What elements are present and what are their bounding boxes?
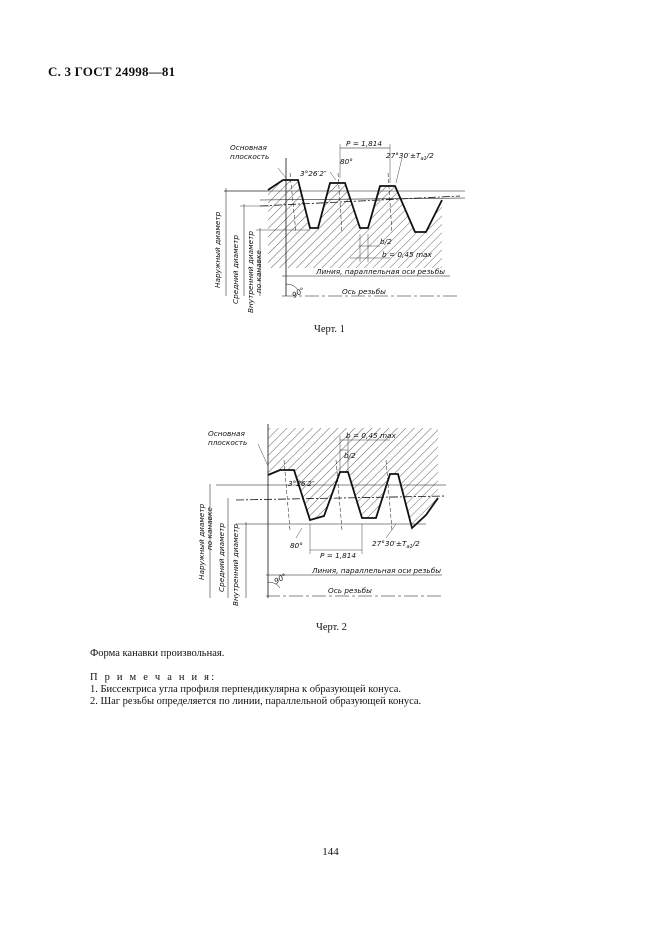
fig2-mean-diameter-label: Средний диаметр bbox=[217, 523, 226, 592]
fig2-b-half-label: b/2 bbox=[344, 451, 356, 460]
fig1-axis-label: Ось резьбы bbox=[342, 287, 386, 296]
fig1-profile-angle-label: 80° bbox=[340, 157, 353, 166]
fig2-half-angle-label: $27^\circ 30'\pm T_{a1}/2$ bbox=[372, 539, 420, 550]
fig2-inner-diameter-label: Внутренний диаметр bbox=[231, 524, 240, 606]
fig2-outer-diameter-label-1: Наружный диаметр bbox=[197, 503, 206, 580]
fig2-base-plane-label-2: плоскость bbox=[208, 438, 248, 447]
fig1-inner-diameter-label-2: по канавке bbox=[254, 250, 263, 293]
notes-title: П р и м е ч а н и я: bbox=[90, 672, 217, 683]
fig1-angle-90-label: 90° bbox=[290, 285, 307, 300]
fig1-half-angle-label: $27^\circ 30'\pm T_{a1}/2$ bbox=[386, 151, 434, 162]
fig1-inner-diameter-label-1: Внутренний диаметр bbox=[246, 231, 255, 313]
fig2-parallel-line-label: Линия, параллельная оси резьбы bbox=[312, 566, 441, 575]
figure-2-drawing bbox=[176, 420, 466, 610]
figure-1 bbox=[190, 128, 490, 323]
fig1-b-value-label: b = 0,45 max bbox=[382, 250, 432, 259]
figure-2-caption: Черт. 2 bbox=[316, 622, 347, 633]
fig2-outer-diameter-label-2: по канавке bbox=[205, 507, 214, 550]
fig1-base-plane-label-1: Основная bbox=[230, 143, 267, 152]
fig1-taper-angle-label: 3°26′2″ bbox=[300, 169, 327, 178]
fig2-base-plane-label-1: Основная bbox=[208, 429, 245, 438]
figure-1-caption: Черт. 1 bbox=[314, 324, 345, 335]
fig1-pitch-label: P = 1,814 bbox=[346, 139, 383, 148]
fig1-base-plane-label-2: плоскость bbox=[230, 152, 270, 161]
thread-body-hatch bbox=[268, 428, 438, 528]
figure-2 bbox=[176, 420, 466, 610]
figure-1-drawing bbox=[190, 128, 490, 323]
fig1-b-half-label: b/2 bbox=[380, 237, 392, 246]
fig2-angle-90-label: 90° bbox=[272, 571, 289, 586]
page-number: 144 bbox=[322, 846, 339, 858]
fig2-axis-label: Ось резьбы bbox=[328, 586, 372, 595]
groove-form-text: Форма канавки произвольная. bbox=[90, 648, 225, 659]
fig2-taper-angle-label: 3°26′2″ bbox=[288, 479, 315, 488]
fig1-outer-diameter-label: Наружный диаметр bbox=[213, 211, 222, 288]
note-2: 2. Шаг резьбы определяется по линии, параллельной образующей конуса. bbox=[90, 696, 422, 707]
fig2-pitch-label: P = 1,814 bbox=[320, 551, 357, 560]
fig2-profile-angle-label: 80° bbox=[290, 541, 303, 550]
fig1-parallel-line-label: Линия, параллельная оси резьбы bbox=[316, 267, 445, 276]
note-1: 1. Биссектриса угла профиля перпендикулярна к образующей конуса. bbox=[90, 684, 402, 695]
page-header: С. 3 ГОСТ 24998—81 bbox=[48, 64, 176, 79]
fig1-mean-diameter-label: Средний диаметр bbox=[231, 235, 240, 304]
fig2-b-value-label: b = 0,45 max bbox=[346, 431, 396, 440]
